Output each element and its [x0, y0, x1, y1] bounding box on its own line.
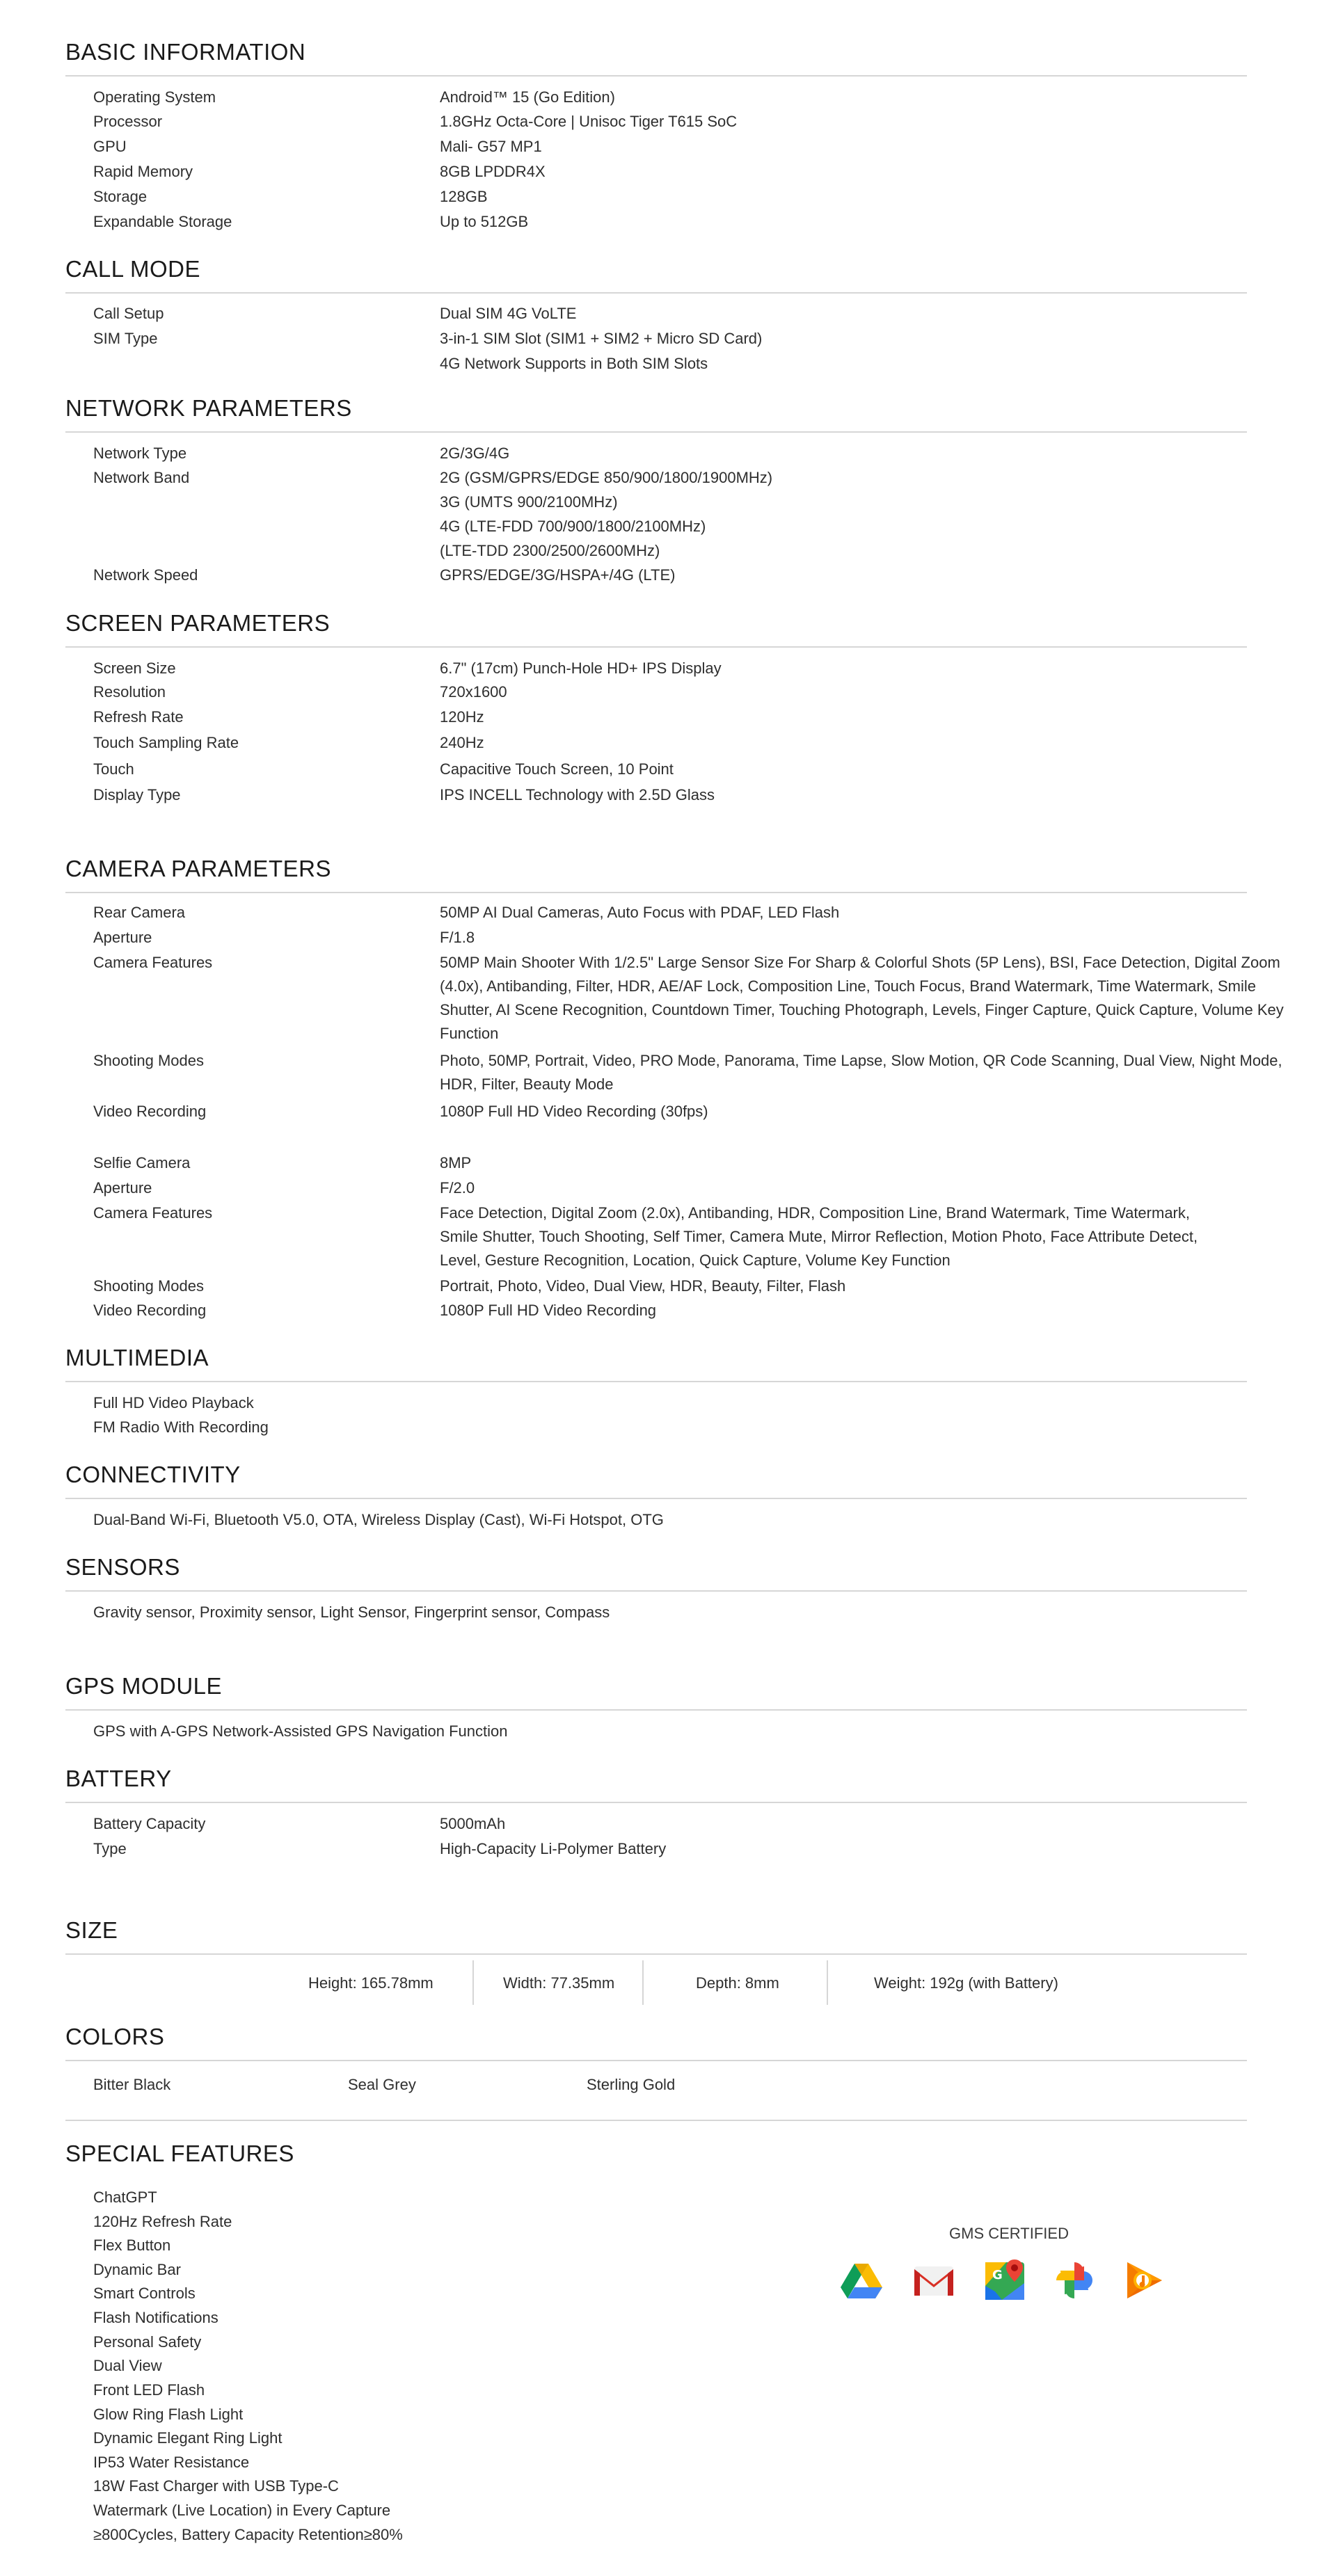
spec-label: Battery Capacity [93, 1815, 206, 1832]
spec-value: Dual SIM 4G VoLTE [440, 305, 577, 322]
feature-item: Glow Ring Flash Light [93, 2406, 244, 2423]
spec-label: Screen Size [93, 659, 176, 677]
sensors-text: Gravity sensor, Proximity sensor, Light Sensor, Fingerprint sensor, Compass [93, 1603, 610, 1621]
color-name: Seal Grey [348, 2076, 416, 2093]
section-title-gps: GPS MODULE [65, 1673, 223, 1699]
spec-label: Camera Features [93, 1204, 213, 1222]
spec-label: GPU [93, 138, 127, 155]
spec-label: Display Type [93, 786, 181, 803]
section-title-colors: COLORS [65, 2024, 165, 2049]
feature-item: Dual View [93, 2357, 162, 2374]
size-divider [642, 1960, 644, 2005]
spec-value: 5000mAh [440, 1815, 506, 1832]
gps-text: GPS with A-GPS Network-Assisted GPS Navigation Function [93, 1722, 508, 1740]
feature-item: Front LED Flash [93, 2381, 205, 2399]
section-title-network: NETWORK PARAMETERS [65, 395, 352, 421]
spec-label: Camera Features [93, 954, 213, 971]
spec-value: 1080P Full HD Video Recording [440, 1302, 657, 1319]
spec-value: 50MP AI Dual Cameras, Auto Focus with PDAF, LED Flash [440, 904, 840, 921]
section-divider [65, 2120, 1247, 2121]
list-item: Full HD Video Playback [93, 1394, 254, 1411]
section-divider [65, 2060, 1247, 2061]
spec-label: Network Type [93, 445, 187, 462]
spec-label: Touch [93, 760, 134, 778]
spec-label: Call Setup [93, 305, 164, 322]
spec-value: IPS INCELL Technology with 2.5D Glass [440, 786, 715, 803]
spec-value: 6.7" (17cm) Punch-Hole HD+ IPS Display [440, 659, 722, 677]
size-depth: Depth: 8mm [696, 1974, 779, 1992]
spec-label: Shooting Modes [93, 1052, 204, 1069]
section-divider [65, 892, 1247, 893]
spec-value: 3-in-1 SIM Slot (SIM1 + SIM2 + Micro SD Card) [440, 330, 763, 347]
section-title-size: SIZE [65, 1917, 118, 1943]
section-title-connectivity: CONNECTIVITY [65, 1462, 241, 1487]
spec-label: Rapid Memory [93, 163, 193, 180]
feature-item: Smart Controls [93, 2285, 196, 2302]
spec-value: 120Hz [440, 708, 484, 726]
section-divider [65, 431, 1247, 433]
section-divider [65, 292, 1247, 294]
section-divider [65, 1953, 1247, 1955]
spec-label: Shooting Modes [93, 1277, 204, 1295]
section-title-call: CALL MODE [65, 256, 200, 282]
spec-label: Network Band [93, 469, 190, 486]
spec-value: High-Capacity Li-Polymer Battery [440, 1840, 667, 1857]
feature-item: Flash Notifications [93, 2309, 218, 2326]
spec-value: 4G Network Supports in Both SIM Slots [440, 355, 708, 372]
spec-value: 3G (UMTS 900/2100MHz) [440, 493, 618, 511]
spec-value: 4G (LTE-FDD 700/900/1800/2100MHz) [440, 518, 706, 535]
feature-item: 120Hz Refresh Rate [93, 2213, 232, 2230]
spec-value: Photo, 50MP, Portrait, Video, PRO Mode, Panorama, Time Lapse, Slow Motion, QR Code Scanning, Dual View, Night Mode, HDR, Filter, Beauty Mode [440, 1052, 1282, 1093]
svg-text:G: G [992, 2268, 1003, 2282]
feature-item: Watermark (Live Location) in Every Capture [93, 2502, 391, 2519]
spec-value: 2G (GSM/GPRS/EDGE 850/900/1800/1900MHz) [440, 469, 773, 486]
spec-label: Video Recording [93, 1302, 207, 1319]
spec-value: 1.8GHz Octa-Core | Unisoc Tiger T615 SoC [440, 113, 738, 130]
google-play-music-icon [1122, 2258, 1166, 2303]
google-photos-icon [1052, 2258, 1097, 2303]
section-divider [65, 1498, 1247, 1499]
spec-label: Resolution [93, 683, 166, 701]
connectivity-text: Dual-Band Wi-Fi, Bluetooth V5.0, OTA, Wireless Display (Cast), Wi-Fi Hotspot, OTG [93, 1511, 664, 1528]
feature-item: Dynamic Elegant Ring Light [93, 2429, 283, 2447]
spec-value: F/2.0 [440, 1179, 475, 1197]
spec-label: Aperture [93, 929, 152, 946]
size-divider [827, 1960, 828, 2005]
spec-label: SIM Type [93, 330, 158, 347]
spec-value: 50MP Main Shooter With 1/2.5" Large Sensor Size For Sharp & Colorful Shots (5P Lens), BSI, Face Detection, Digital Zoom (4.0x), Antibanding, Filter, HDR, AE/AF Lock, Composition Line, Touch Focus, Brand Watermark, Time Watermark, Smile Shutter, AI Scene Recognition, Countdown Timer, Touching Photograph, Levels, Finger Capture, Quick Capture, Volume Key Function [440, 954, 1284, 1042]
size-height: Height: 165.78mm [308, 1974, 434, 1992]
spec-label: Rear Camera [93, 904, 186, 921]
spec-label: Selfie Camera [93, 1154, 191, 1171]
feature-item: Dynamic Bar [93, 2261, 181, 2278]
section-title-battery: BATTERY [65, 1766, 172, 1791]
spec-value: Mali- G57 MP1 [440, 138, 542, 155]
section-divider [65, 1381, 1247, 1382]
section-divider [65, 646, 1247, 648]
gms-certified-label: GMS CERTIFIED [949, 2225, 1069, 2242]
section-title-multimedia: MULTIMEDIA [65, 1345, 209, 1370]
spec-value: Portrait, Photo, Video, Dual View, HDR, Beauty, Filter, Flash [440, 1277, 846, 1295]
color-name: Sterling Gold [587, 2076, 676, 2093]
size-weight: Weight: 192g (with Battery) [874, 1974, 1058, 1992]
section-title-camera: CAMERA PARAMETERS [65, 856, 331, 881]
spec-label: Network Speed [93, 566, 198, 584]
google-drive-icon [839, 2258, 884, 2303]
spec-label: Storage [93, 188, 148, 205]
spec-value: 128GB [440, 188, 488, 205]
feature-item: Flex Button [93, 2237, 171, 2254]
spec-label: Expandable Storage [93, 213, 232, 230]
spec-value: 2G/3G/4G [440, 445, 510, 462]
spec-label: Refresh Rate [93, 708, 184, 726]
spec-value: GPRS/EDGE/3G/HSPA+/4G (LTE) [440, 566, 676, 584]
section-title-basic: BASIC INFORMATION [65, 39, 306, 65]
google-maps-icon [983, 2258, 1027, 2303]
spec-value: Capacitive Touch Screen, 10 Point [440, 760, 674, 778]
spec-value: Up to 512GB [440, 213, 529, 230]
spec-value: Face Detection, Digital Zoom (2.0x), Antibanding, HDR, Composition Line, Brand Watermark, Time Watermark, Smile Shutter, Touch Shooting, Self Timer, Camera Mute, Mirror Reflection, Motion Photo, Face Attribute Detect, Level, Gesture Recognition, Location, Quick Capture, Volume Key Function [440, 1204, 1198, 1269]
spec-label: Video Recording [93, 1103, 207, 1120]
spec-label: Type [93, 1840, 127, 1857]
spec-value: 8GB LPDDR4X [440, 163, 546, 180]
section-divider [65, 75, 1247, 77]
list-item: FM Radio With Recording [93, 1418, 269, 1436]
spec-value: 240Hz [440, 734, 484, 751]
section-divider [65, 1590, 1247, 1592]
section-title-special: SPECIAL FEATURES [65, 2141, 294, 2166]
spec-label: Touch Sampling Rate [93, 734, 239, 751]
spec-label: Operating System [93, 88, 216, 106]
section-title-screen: SCREEN PARAMETERS [65, 610, 331, 636]
section-divider [65, 1802, 1247, 1803]
gmail-icon [912, 2258, 956, 2303]
size-divider [472, 1960, 474, 2005]
spec-value: 8MP [440, 1154, 472, 1171]
feature-item: ChatGPT [93, 2189, 157, 2206]
spec-value: Android™ 15 (Go Edition) [440, 88, 615, 106]
color-name: Bitter Black [93, 2076, 171, 2093]
section-divider [65, 1709, 1247, 1711]
feature-item: Personal Safety [93, 2333, 202, 2351]
spec-value: F/1.8 [440, 929, 475, 946]
size-width: Width: 77.35mm [503, 1974, 615, 1992]
spec-value: (LTE-TDD 2300/2500/2600MHz) [440, 542, 660, 559]
spec-value: 1080P Full HD Video Recording (30fps) [440, 1103, 708, 1120]
feature-item: ≥800Cycles, Battery Capacity Retention≥80% [93, 2526, 403, 2543]
spec-value: 720x1600 [440, 683, 507, 701]
spec-label: Processor [93, 113, 163, 130]
section-title-sensors: SENSORS [65, 1554, 180, 1580]
feature-item: IP53 Water Resistance [93, 2454, 250, 2471]
feature-item: 18W Fast Charger with USB Type-C [93, 2477, 339, 2495]
spec-label: Aperture [93, 1179, 152, 1197]
